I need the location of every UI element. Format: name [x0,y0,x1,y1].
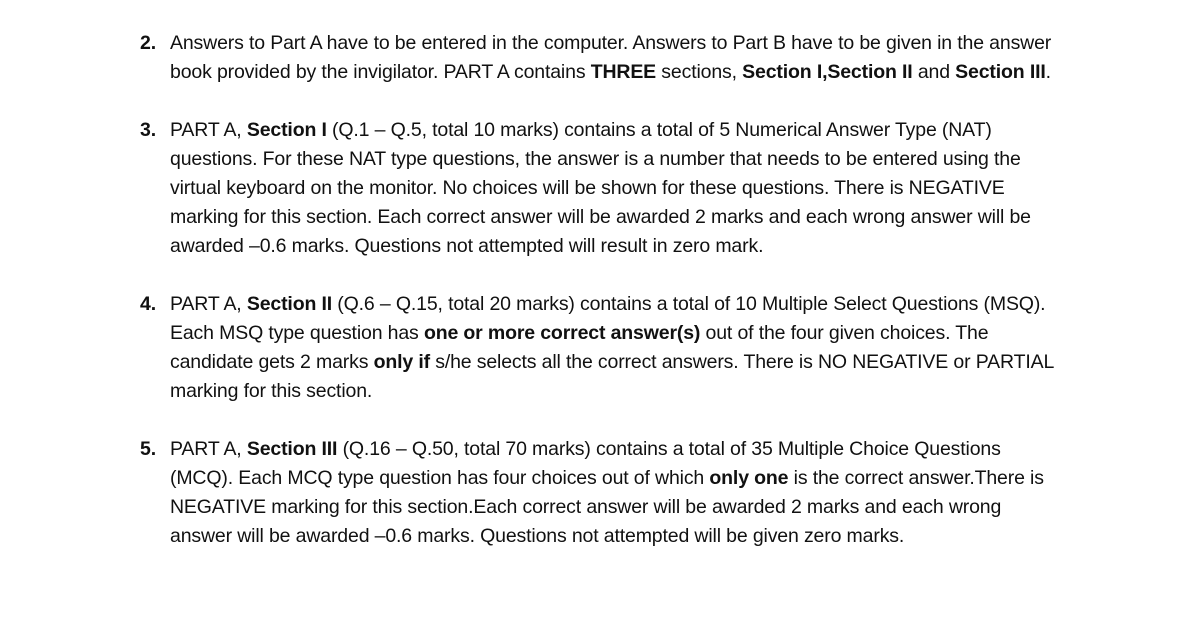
text-segment: PART A, [170,293,247,315]
item-number: 2. [140,32,156,54]
text-segment-bold: only if [373,351,430,373]
item-number: 5. [140,438,156,460]
text-segment: PART A, [170,438,247,460]
item-number: 4. [140,293,156,315]
text-segment-bold: Section I,Section II [742,61,913,83]
text-segment: (Q.6 – Q.15, total 20 marks) contains a total of 10 Multiple Select Questions (MSQ). Each MSQ type question has [170,293,1046,344]
instructions-list [140,29,1060,580]
text-segment-bold: Section I [246,119,327,141]
instruction-item-4 [140,290,1060,406]
text-segment: Answers to Part A have to be entered in the computer. Answers to Part B have to be given in the answer book provided by the invigilator. PART A contains [170,32,1052,83]
text-segment: sections, [656,61,743,83]
text-segment: PART A, [170,119,247,141]
text-segment-bold: THREE [590,61,657,83]
item-text [170,290,1060,406]
instruction-item-3 [140,116,1060,261]
text-segment: is the correct answer.There is NEGATIVE marking for this section.Each correct answer will be awarded 2 marks and each wrong answer will be awarded –0.6 marks. Questions not attempted will be given zero marks. [170,467,1044,547]
text-segment: (Q.1 – Q.5, total 10 marks) contains a total of 5 Numerical Answer Type (NAT) questions. For these NAT type questions, the answer is a number that needs to be entered using the virtual keyboard on the monitor. No choices will be shown for these questions. There is NEGATIVE marking for this section. Each correct answer will be awarded 2 marks and each wrong answer will be awarded –0.6 marks. Questions not attempted will result in zero mark. [170,119,1031,257]
text-segment: (Q.16 – Q.50, total 70 marks) contains a total of 35 Multiple Choice Questions (MCQ). Each MCQ type question has four choices out of which [170,438,1001,489]
text-segment: out of the four given choices. The candidate gets 2 marks [170,322,989,373]
instruction-item-5 [140,435,1060,551]
text-segment-bold: Section III [955,61,1046,83]
text-segment-bold: only one [709,467,789,489]
item-number: 3. [140,119,156,141]
text-segment-bold: Section III [246,438,338,460]
text-segment: s/he selects all the correct answers. There is NO NEGATIVE or PARTIAL marking for this section. [170,351,1054,402]
item-text [170,116,1060,261]
instruction-item-2 [140,29,1060,87]
text-segment: . [1045,61,1051,83]
text-segment: and [912,61,956,83]
item-text [170,29,1060,87]
text-segment-bold: Section II [246,293,333,315]
text-segment-bold: one or more correct answer(s) [423,322,701,344]
item-text [170,435,1060,551]
